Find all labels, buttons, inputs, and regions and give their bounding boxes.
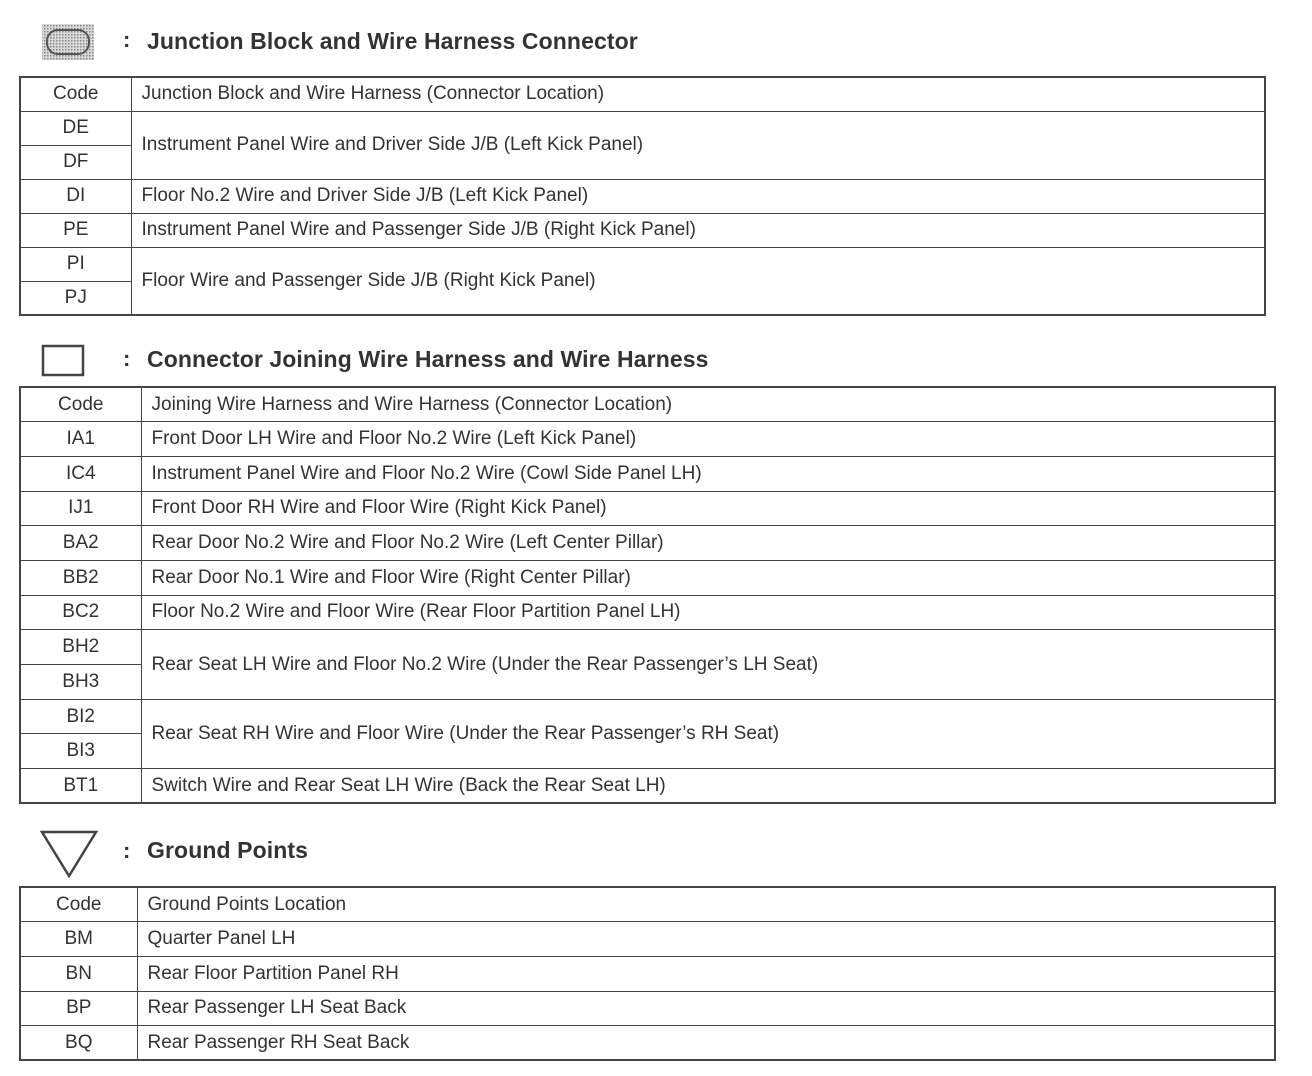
section-header-harness-connector bbox=[0, 340, 800, 380]
table-row bbox=[20, 699, 1275, 734]
table-row bbox=[20, 595, 1275, 630]
location-cell: Instrument Panel Wire and Passenger Side J/B (Right Kick Panel) bbox=[131, 213, 1265, 247]
location-cell: Rear Floor Partition Panel RH bbox=[137, 956, 1275, 991]
table-row bbox=[20, 922, 1275, 957]
table-row bbox=[20, 247, 1265, 281]
table-row bbox=[20, 769, 1275, 804]
code-cell: BC2 bbox=[20, 595, 141, 630]
code-cell: BM bbox=[20, 922, 137, 957]
code-cell: BH2 bbox=[20, 630, 141, 665]
code-cell: IC4 bbox=[20, 456, 141, 491]
ground-points-table bbox=[19, 886, 1276, 1061]
code-cell: PI bbox=[20, 247, 131, 281]
location-cell: Floor No.2 Wire and Driver Side J/B (Left Kick Panel) bbox=[131, 179, 1265, 213]
code-header: Code bbox=[20, 387, 141, 422]
location-cell: Switch Wire and Rear Seat LH Wire (Back the Rear Seat LH) bbox=[141, 769, 1275, 804]
location-cell: Floor No.2 Wire and Floor Wire (Rear Floor Partition Panel LH) bbox=[141, 595, 1275, 630]
code-header: Code bbox=[20, 887, 137, 922]
table-row bbox=[20, 111, 1265, 145]
table-row bbox=[20, 456, 1275, 491]
location-header: Ground Points Location bbox=[137, 887, 1275, 922]
location-cell: Instrument Panel Wire and Floor No.2 Wire (Cowl Side Panel LH) bbox=[141, 456, 1275, 491]
table-row bbox=[20, 213, 1265, 247]
code-cell: DF bbox=[20, 145, 131, 179]
location-header: Joining Wire Harness and Wire Harness (Connector Location) bbox=[141, 387, 1275, 422]
code-cell: BP bbox=[20, 991, 137, 1026]
code-cell: BB2 bbox=[20, 560, 141, 595]
table-row bbox=[20, 526, 1275, 561]
location-cell: Front Door RH Wire and Floor Wire (Right Kick Panel) bbox=[141, 491, 1275, 526]
table-row bbox=[20, 179, 1265, 213]
location-cell: Rear Seat LH Wire and Floor No.2 Wire (Under the Rear Passenger’s LH Seat) bbox=[141, 630, 1275, 699]
code-cell: PJ bbox=[20, 281, 131, 315]
section-title: Ground Points bbox=[147, 837, 309, 863]
harness-connector-icon bbox=[40, 340, 90, 380]
table-row bbox=[20, 991, 1275, 1026]
code-cell: BA2 bbox=[20, 526, 141, 561]
section-title: Junction Block and Wire Harness Connector bbox=[147, 28, 638, 54]
location-cell: Quarter Panel LH bbox=[137, 922, 1275, 957]
location-cell: Rear Door No.1 Wire and Floor Wire (Right Center Pillar) bbox=[141, 560, 1275, 595]
code-cell: IA1 bbox=[20, 422, 141, 457]
section-header-junction-block bbox=[0, 22, 800, 62]
code-cell: BH3 bbox=[20, 665, 141, 700]
table-header-row bbox=[20, 387, 1275, 422]
section-header-ground-points bbox=[0, 826, 800, 882]
code-cell: DI bbox=[20, 179, 131, 213]
code-cell: DE bbox=[20, 111, 131, 145]
section-colon: : bbox=[123, 27, 131, 52]
code-header: Code bbox=[20, 77, 131, 111]
table-row bbox=[20, 956, 1275, 991]
table-row bbox=[20, 630, 1275, 665]
location-header: Junction Block and Wire Harness (Connector Location) bbox=[131, 77, 1265, 111]
section-title: Connector Joining Wire Harness and Wire Harness bbox=[147, 346, 709, 372]
code-cell: BQ bbox=[20, 1026, 137, 1061]
location-cell: Front Door LH Wire and Floor No.2 Wire (Left Kick Panel) bbox=[141, 422, 1275, 457]
harness-connector-table bbox=[19, 386, 1276, 804]
section-colon: : bbox=[123, 346, 131, 371]
table-row bbox=[20, 491, 1275, 526]
location-cell: Rear Seat RH Wire and Floor Wire (Under the Rear Passenger’s RH Seat) bbox=[141, 699, 1275, 768]
code-cell: BI3 bbox=[20, 734, 141, 769]
location-cell: Rear Passenger RH Seat Back bbox=[137, 1026, 1275, 1061]
junction-block-table bbox=[19, 76, 1266, 316]
code-cell: IJ1 bbox=[20, 491, 141, 526]
code-cell: BT1 bbox=[20, 769, 141, 804]
location-cell: Instrument Panel Wire and Driver Side J/B (Left Kick Panel) bbox=[131, 111, 1265, 179]
code-cell: BN bbox=[20, 956, 137, 991]
table-header-row bbox=[20, 77, 1265, 111]
location-cell: Rear Door No.2 Wire and Floor No.2 Wire (Left Center Pillar) bbox=[141, 526, 1275, 561]
table-row bbox=[20, 1026, 1275, 1061]
code-cell: BI2 bbox=[20, 699, 141, 734]
jb-connector-icon bbox=[38, 22, 98, 62]
location-cell: Floor Wire and Passenger Side J/B (Right Kick Panel) bbox=[131, 247, 1265, 315]
location-cell: Rear Passenger LH Seat Back bbox=[137, 991, 1275, 1026]
table-header-row bbox=[20, 887, 1275, 922]
table-row bbox=[20, 422, 1275, 457]
ground-triangle-icon bbox=[34, 826, 104, 882]
table-row bbox=[20, 560, 1275, 595]
code-cell: PE bbox=[20, 213, 131, 247]
section-colon: : bbox=[123, 838, 131, 863]
